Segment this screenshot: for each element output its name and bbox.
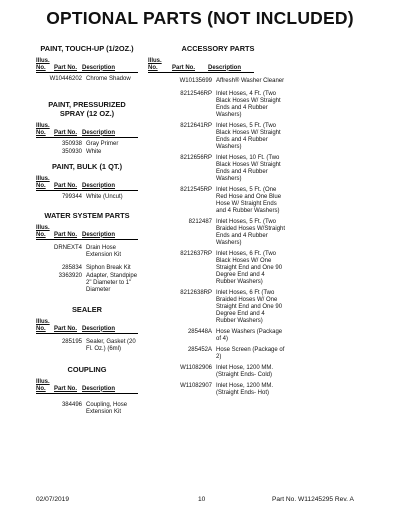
part-number: 285448A	[187, 329, 212, 335]
part-number: W10135699	[179, 78, 212, 84]
part-number: DRNEXT4	[53, 245, 82, 251]
table-row	[36, 194, 138, 201]
part-number: 8212638RP	[180, 290, 212, 296]
part-number: W11082906	[180, 365, 212, 371]
table-header: Illus. No. Part No. Description	[36, 319, 138, 334]
table-row	[148, 290, 398, 325]
section-title: COUPLING	[67, 365, 107, 374]
part-description: Inlet Hose, 1200 MM. (Straight Ends- Cold)	[216, 365, 274, 378]
part-description: Hose Washers (Package of 4)	[216, 329, 283, 342]
footer-date: 02/07/2019	[36, 496, 70, 503]
part-description: White	[86, 149, 102, 155]
section-coupling	[36, 365, 138, 416]
table-row	[148, 347, 398, 361]
part-number: 8212641RP	[180, 123, 212, 129]
part-number: 285195	[61, 339, 82, 345]
table-row	[148, 91, 398, 119]
section-paint-bulk	[36, 162, 138, 201]
part-description: Gray Primer	[86, 141, 119, 147]
part-description: Adapter, Standpipe 2" Diameter to 1" Diameter	[86, 273, 138, 293]
table-row	[148, 383, 398, 397]
section-title: SEALER	[72, 305, 102, 314]
part-number: 350938	[61, 141, 82, 147]
part-number: 384496	[61, 402, 82, 408]
table-header: Illus. No. Part No. Description	[36, 176, 138, 191]
table-row	[148, 251, 398, 286]
part-description: Inlet Hoses, 6 Ft. (Two Black Hoses W/ One Straight End and One 90 Degree End and 4 Rubber Washers)	[216, 251, 283, 285]
part-number: W10446202	[49, 76, 82, 82]
table-row	[36, 339, 138, 353]
table-row	[36, 402, 138, 416]
section-sealer	[36, 305, 138, 353]
part-number: 8212545RP	[180, 187, 212, 193]
part-no-header: Part No.	[54, 64, 78, 71]
part-description: Inlet Hoses, 5 Ft. (Two Black Hoses W/ Straight Ends and 4 Rubber Washers)	[216, 123, 281, 150]
part-description: Affresh® Washer Cleaner	[216, 78, 285, 84]
part-description: Inlet Hoses, 10 Ft. (Two Black Hoses W/ Straight Ends and 4 Rubber Washers)	[216, 155, 281, 182]
table-header: Illus. No. Part No. Description	[36, 225, 138, 240]
part-description: Sealer, Gasket (20 Fl. Oz.) (6ml)	[86, 339, 136, 352]
section-paint-touchup	[36, 44, 138, 83]
part-number: 8212487	[188, 219, 212, 225]
footer-page-number: 10	[198, 496, 206, 503]
part-description: Hose Screen (Package of 2)	[216, 347, 285, 360]
table-row	[36, 245, 138, 259]
section-title: PAINT, TOUCH-UP (1/2OZ.)	[40, 44, 134, 53]
table-row	[36, 265, 138, 272]
table-row	[148, 329, 398, 343]
part-number: 350930	[61, 149, 82, 155]
table-row	[148, 187, 398, 215]
table-row	[148, 365, 398, 379]
part-number: 8212637RP	[180, 251, 212, 257]
section-title: PAINT, BULK (1 QT.)	[51, 162, 123, 171]
page-title: OPTIONAL PARTS (NOT INCLUDED)	[46, 8, 354, 28]
table-row	[36, 273, 138, 294]
table-row	[36, 141, 138, 148]
table-row	[36, 149, 138, 156]
table-header: Illus. No. Part No. Description	[148, 58, 254, 73]
part-description: Drain Hose Extension Kit	[86, 245, 122, 258]
part-description: White (Uncut)	[86, 194, 123, 200]
table-row	[148, 123, 398, 151]
part-description: Inlet Hoses, 5 Ft. (One Red Hose and One Blue Hose W/ Straight Ends and 4 Rubber Washers)	[216, 187, 282, 214]
section-title: PAINT, PRESSURIZED SPRAY (12 OZ.)	[48, 100, 126, 118]
part-description: Chrome Shadow	[86, 76, 131, 82]
table-row	[148, 78, 398, 85]
part-number: 8212656RP	[180, 155, 212, 161]
table-row	[36, 76, 138, 83]
right-column	[148, 44, 398, 397]
part-description: Siphon Break Kit	[86, 265, 131, 271]
section-title: WATER SYSTEM PARTS	[44, 211, 130, 220]
part-number: 8212546RP	[180, 91, 212, 97]
section-title-accessory: ACCESSORY PARTS	[181, 44, 255, 53]
part-number: 285452A	[187, 347, 212, 353]
footer-part-number: Part No. W11245295 Rev. A	[272, 496, 354, 503]
section-water-system	[36, 211, 138, 294]
section-paint-pressurized	[36, 100, 138, 156]
part-description: Inlet Hoses, 5 Ft. (Two Braided Hoses W/Straight Ends and 4 Rubber Washers)	[216, 219, 286, 246]
table-row	[148, 155, 398, 183]
part-number: 3363920	[58, 273, 82, 279]
part-number: 799344	[61, 194, 82, 200]
table-header: Illus. No. Part No. Description	[36, 123, 138, 138]
part-number: 285834	[61, 265, 82, 271]
part-description: Inlet Hose, 1200 MM. (Straight Ends- Hot)	[216, 383, 274, 396]
part-description: Inlet Hoses, 6 Ft (Two Braided Hoses W/ One Straight End and One 90 Degree End and 4 Rubber Washers)	[216, 290, 283, 324]
part-description: Coupling, Hose Extension Kit	[86, 402, 128, 415]
description-header: Description	[82, 64, 116, 71]
part-number: W11082907	[180, 383, 212, 389]
table-header: Illus. No. Part No. Description	[36, 379, 138, 394]
table-row	[148, 219, 398, 247]
table-header: Illus. No. Part No. Description	[36, 58, 138, 73]
part-description: Inlet Hoses, 4 Ft. (Two Black Hoses W/ Straight Ends and 4 Rubber Washers)	[216, 91, 281, 118]
